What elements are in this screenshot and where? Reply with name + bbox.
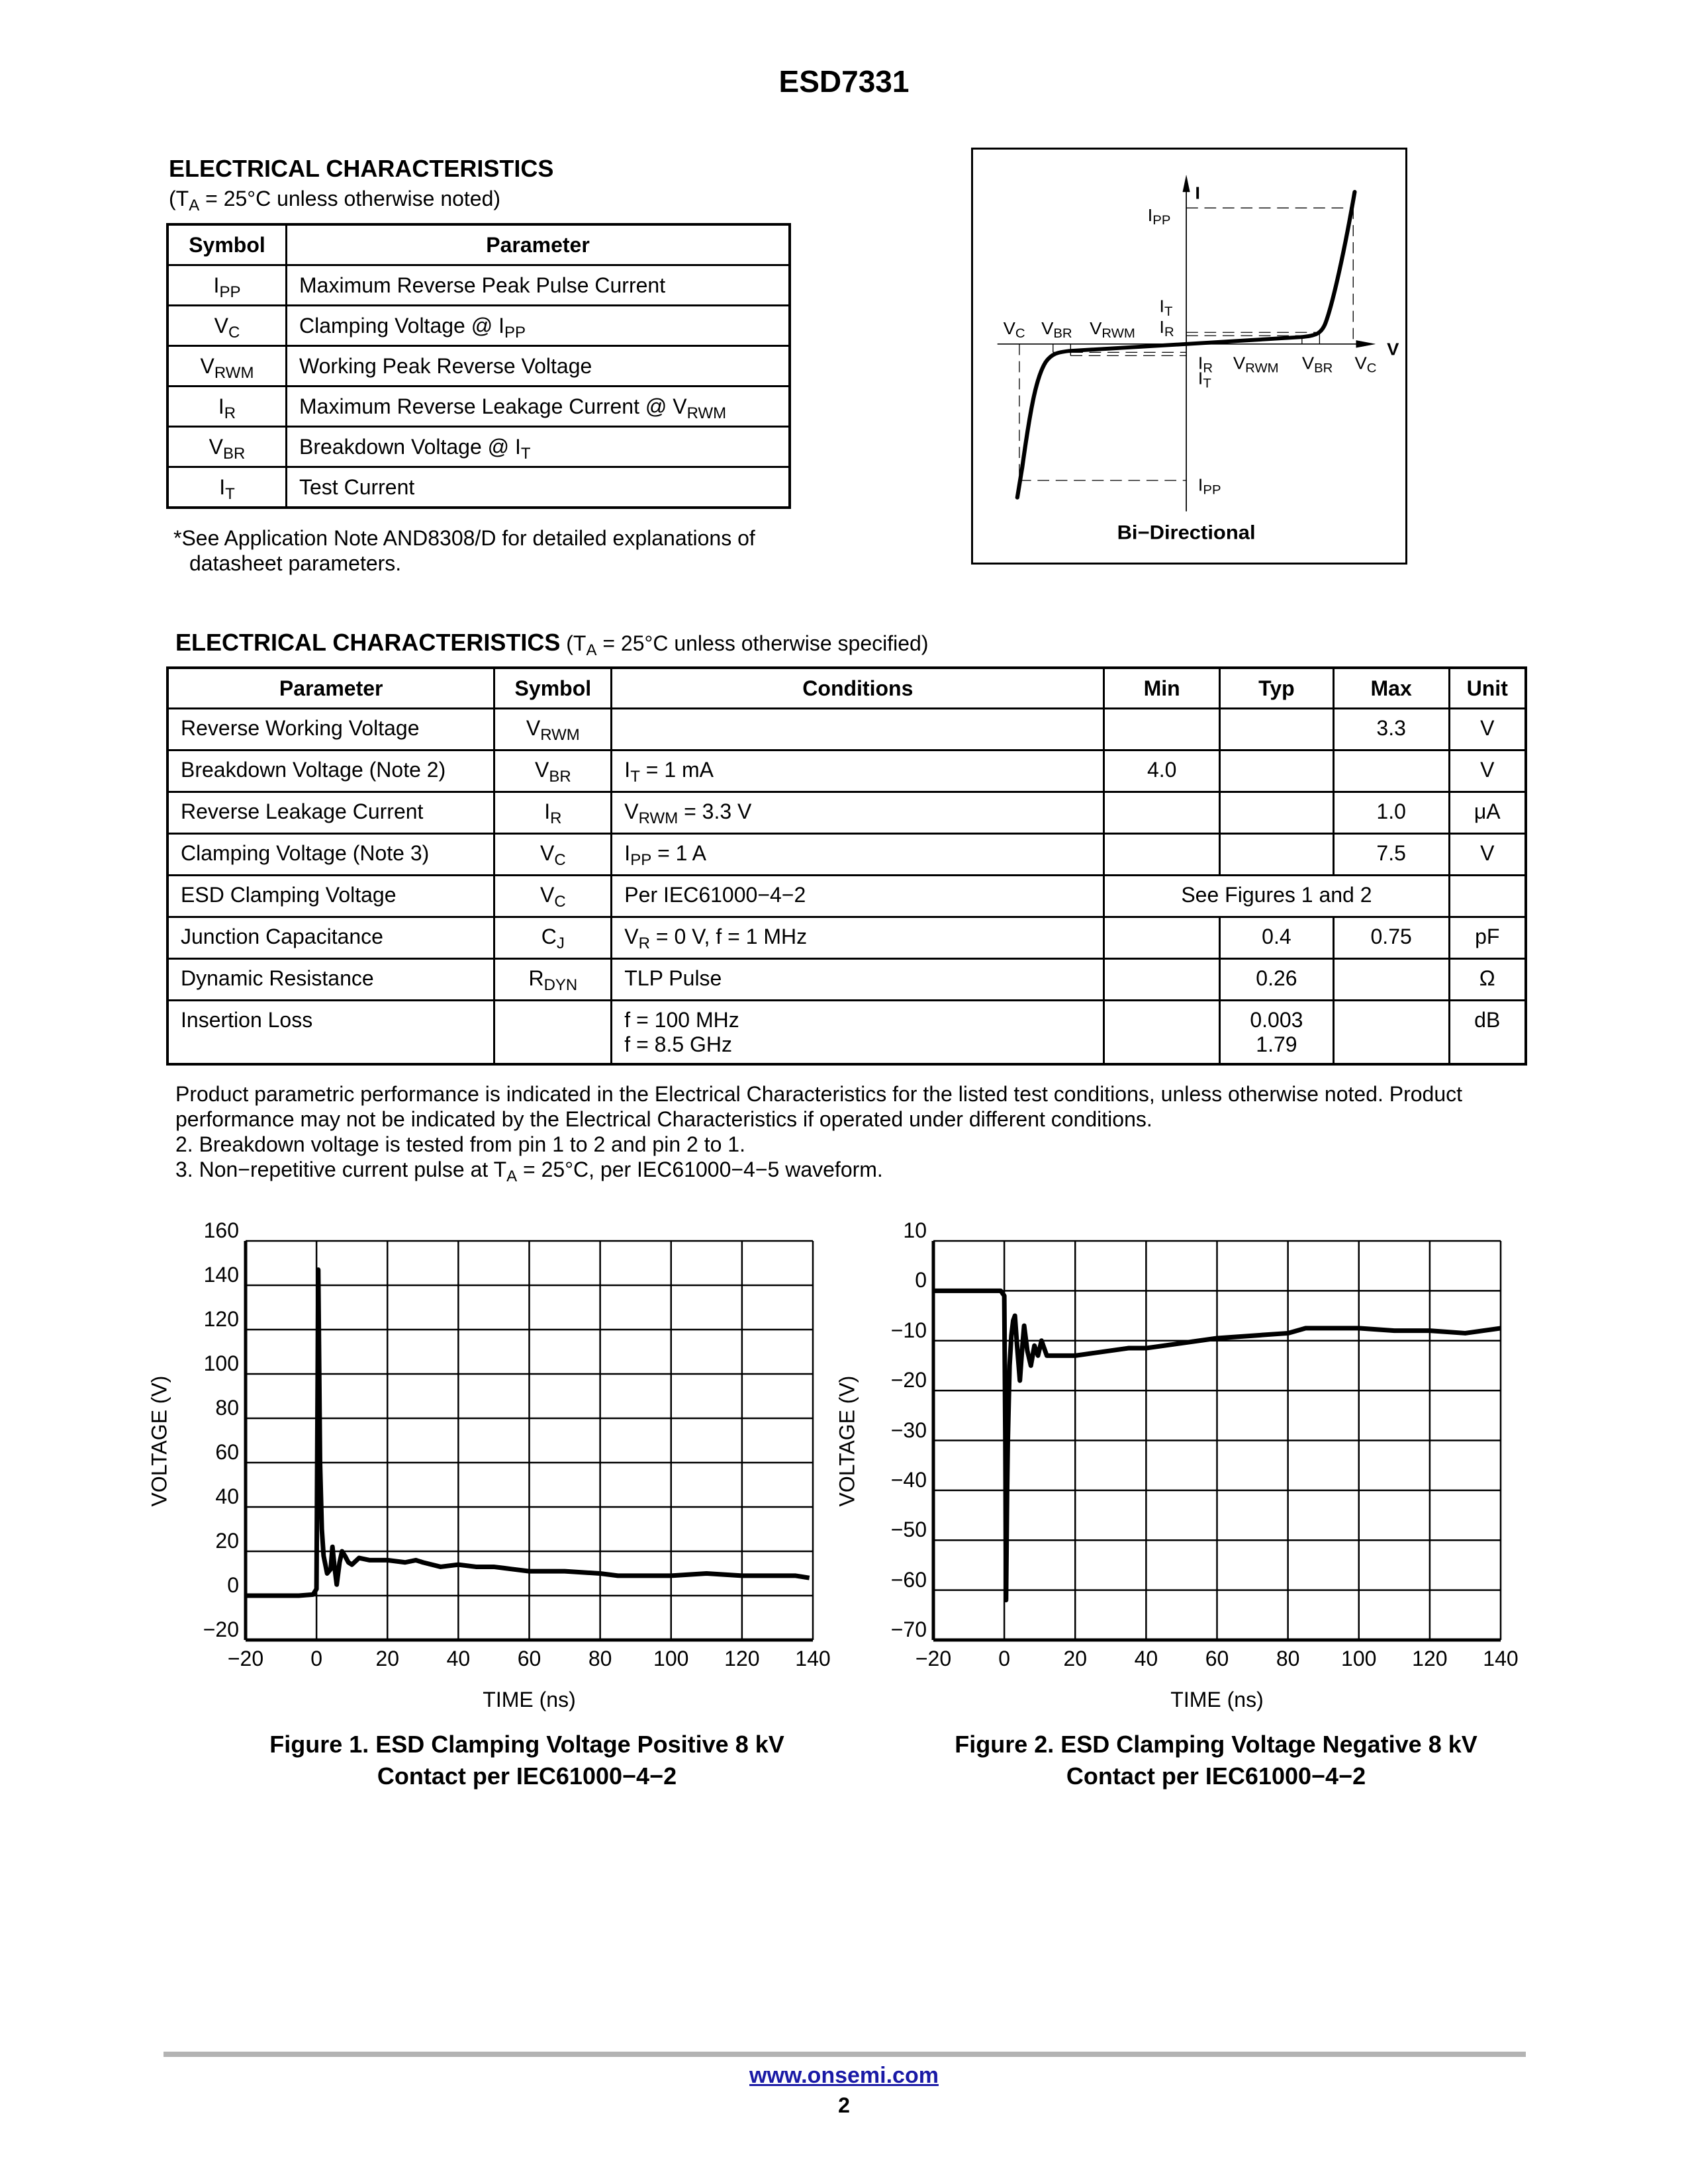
y-tick-label: 0	[915, 1268, 927, 1293]
symbol-base: V	[214, 313, 228, 338]
plot-area	[927, 1234, 1507, 1647]
voltage-axis-arrow	[1356, 340, 1376, 347]
parameter-cell: ESD Clamping Voltage	[167, 876, 494, 917]
conditions-cell	[612, 1001, 1104, 1064]
symbol-base: V	[200, 353, 214, 378]
y-tick-label: 20	[215, 1529, 239, 1553]
electrical-characteristics-table	[166, 666, 1527, 1066]
parameter-cell: Clamping Voltage (Note 3)	[167, 834, 494, 876]
symbol-base: I	[624, 758, 631, 782]
min-cell	[1104, 917, 1220, 959]
waveform-line	[246, 1270, 810, 1596]
symbol-base: V	[624, 925, 639, 948]
table-row	[167, 917, 1526, 959]
label-vc-left: VC	[1003, 318, 1025, 341]
typ-cell	[1220, 792, 1334, 834]
label-ir-right: IR	[1197, 353, 1213, 376]
axis-label-i: I	[1195, 183, 1200, 203]
y-tick-label: 80	[215, 1396, 239, 1420]
unit-cell: V	[1449, 834, 1526, 876]
typ-value-2: 1.79	[1256, 1032, 1297, 1056]
parameter-cell	[287, 265, 790, 306]
table-row	[167, 959, 1526, 1001]
figure-2-caption: Figure 2. ESD Clamping Voltage Negative 8 kV Contact per IEC61000−4−2	[955, 1731, 1477, 1790]
table-row	[167, 751, 1526, 792]
min-cell: 4.0	[1104, 751, 1220, 792]
table-row	[167, 306, 790, 346]
symbol-cell	[494, 751, 612, 792]
parameter-cell: Insertion Loss	[167, 1001, 494, 1064]
conditions-rest: = 3.3 V	[678, 799, 752, 823]
min-cell	[1104, 792, 1220, 834]
symbol-subscript: C	[554, 851, 566, 870]
max-cell: 1.0	[1333, 792, 1449, 834]
label-vc-right: VC	[1354, 353, 1377, 376]
table-row	[167, 792, 1526, 834]
table-row	[167, 387, 790, 427]
iv-characteristic-diagram	[971, 148, 1407, 565]
parameter-cell: Junction Capacitance	[167, 917, 494, 959]
symbol-base: f = 100 MHz	[624, 1008, 739, 1032]
symbol-base: Maximum Reverse Peak Pulse Current	[299, 273, 666, 297]
typ-cell	[1220, 959, 1334, 1001]
y-tick-label: −70	[890, 1617, 927, 1641]
conditions-cell	[612, 834, 1104, 876]
symbol-cell	[494, 959, 612, 1001]
table-row	[167, 265, 790, 306]
symbol-subscript: RWM	[214, 363, 254, 382]
symbol-base: Working Peak Reverse Voltage	[299, 353, 592, 378]
typ-cell	[1220, 709, 1334, 751]
symbol-base: Per IEC61000−4−2	[624, 883, 806, 907]
y-tick-label: −40	[890, 1467, 927, 1492]
diagram-caption: Bi−Directional	[1117, 522, 1256, 544]
symbol-subscript: DYN	[543, 976, 578, 995]
symbol-cell	[167, 306, 287, 346]
symbol-subscript: PP	[630, 851, 652, 870]
label-vbr-left: VBR	[1041, 318, 1072, 341]
symbol-subscript: C	[228, 323, 240, 341]
y-axis-label: VOLTAGE (V)	[147, 1375, 171, 1506]
conditions-cell	[612, 792, 1104, 834]
conditions-line2: f = 8.5 GHz	[624, 1032, 733, 1056]
min-cell	[1104, 1001, 1220, 1064]
section2-heading-line: ELECTRICAL CHARACTERISTICS ($T_A = 25^\circ C$ unless otherwise specified)	[175, 629, 929, 660]
column-header: Parameter	[287, 224, 790, 265]
conditions-cell	[612, 959, 1104, 1001]
column-header: Unit	[1449, 668, 1526, 709]
parameter-cell	[287, 346, 790, 387]
symbol-definition-table	[166, 223, 791, 509]
x-tick-label: 0	[310, 1647, 323, 1670]
x-axis-label: TIME (ns)	[483, 1688, 576, 1711]
label-vrwm-left: VRWM	[1090, 318, 1135, 341]
column-header: Typ	[1220, 668, 1334, 709]
parameter-cell	[287, 387, 790, 427]
symbol-base: Clamping Voltage @ I	[299, 313, 504, 338]
footnote: *See Application Note AND8308/D for detailed explanations of	[173, 526, 755, 550]
section1-conditions: ($T_A = 25^\circ C$ unless otherwise noted)	[169, 187, 501, 215]
y-tick-label: 10	[903, 1218, 927, 1242]
conditions-cell	[612, 917, 1104, 959]
table-row	[167, 467, 790, 508]
symbol-cell	[167, 265, 287, 306]
x-tick-label: 100	[1341, 1647, 1377, 1670]
symbol-cell	[494, 876, 612, 917]
plot-area	[239, 1234, 820, 1647]
conditions-rest: = 1 A	[651, 841, 706, 865]
parameter-cell: Dynamic Resistance	[167, 959, 494, 1001]
website-link[interactable]: www.onsemi.com	[749, 2063, 939, 2088]
x-tick-label: −20	[915, 1647, 952, 1670]
symbol-subscript: T	[520, 444, 531, 463]
table-row	[167, 1001, 1526, 1064]
y-tick-label: 100	[203, 1351, 239, 1375]
symbol-cell	[494, 917, 612, 959]
max-cell: 7.5	[1333, 834, 1449, 876]
symbol-subscript: R	[638, 934, 650, 953]
symbol-base: I	[219, 475, 226, 499]
y-tick-label: 60	[215, 1440, 239, 1464]
column-header: Symbol	[494, 668, 612, 709]
column-header: Conditions	[612, 668, 1104, 709]
document-title: ESD7331	[778, 64, 910, 99]
page-number: 2	[838, 2093, 850, 2117]
y-tick-label: −10	[890, 1318, 927, 1342]
symbol-cell	[494, 834, 612, 876]
label-ipp-top: IPP	[1147, 205, 1171, 228]
unit-cell	[1449, 876, 1526, 917]
symbol-cell	[494, 1001, 612, 1064]
y-tick-label: −50	[890, 1518, 927, 1542]
table-row	[167, 876, 1526, 917]
y-tick-label: 0	[227, 1573, 239, 1597]
symbol-subscript: R	[224, 404, 236, 422]
x-tick-label: 20	[1063, 1647, 1088, 1670]
y-tick-label: −30	[890, 1418, 927, 1442]
symbol-base: V	[540, 883, 555, 907]
unit-cell: Ω	[1449, 959, 1526, 1001]
symbol-base: Maximum Reverse Leakage Current @ V	[299, 394, 687, 418]
min-cell	[1104, 709, 1220, 751]
parameter-cell: Reverse Working Voltage	[167, 709, 494, 751]
symbol-base: V	[209, 434, 223, 459]
typ-value: 0.4	[1262, 925, 1291, 948]
symbol-subscript: BR	[549, 768, 571, 786]
symbol-base: I	[544, 799, 551, 823]
typ-cell	[1220, 751, 1334, 792]
conditions-rest: = 0 V, f = 1 MHz	[649, 925, 808, 948]
y-tick-label: −60	[890, 1567, 927, 1592]
conditions-cell	[612, 751, 1104, 792]
typ-value: 0.003	[1250, 1008, 1303, 1032]
label-ir-left: IR	[1159, 317, 1174, 340]
symbol-subscript: T	[630, 768, 640, 786]
x-tick-label: 80	[1276, 1647, 1300, 1670]
symbol-subscript: RWM	[686, 404, 727, 422]
typ-cell	[1220, 1001, 1334, 1064]
symbol-cell	[494, 792, 612, 834]
y-tick-label: −20	[890, 1368, 927, 1392]
typ-value: 0.26	[1256, 966, 1297, 990]
symbol-subscript: PP	[504, 323, 526, 341]
symbol-base: V	[540, 841, 555, 865]
unit-cell: V	[1449, 709, 1526, 751]
y-tick-label: 160	[203, 1218, 239, 1242]
symbol-cell	[167, 467, 287, 508]
x-tick-label: 120	[724, 1647, 760, 1670]
conditions-rest: = 1 mA	[639, 758, 714, 782]
general-note: performance may not be indicated by the Electrical Characteristics if operated under different conditions.	[175, 1107, 1152, 1131]
symbol-base: V	[526, 716, 541, 740]
symbol-base: TLP Pulse	[624, 966, 722, 990]
parameter-cell	[287, 427, 790, 467]
section2-heading: ELECTRICAL CHARACTERISTICS	[175, 629, 561, 656]
x-tick-label: 40	[446, 1647, 471, 1670]
symbol-base: V	[624, 799, 639, 823]
x-tick-label: 20	[375, 1647, 400, 1670]
x-tick-label: 80	[588, 1647, 612, 1670]
unit-cell: μA	[1449, 792, 1526, 834]
x-tick-label: 0	[998, 1647, 1011, 1670]
symbol-cell	[167, 387, 287, 427]
x-tick-label: −20	[227, 1647, 264, 1670]
x-tick-label: 140	[1483, 1647, 1519, 1670]
figure-1-caption: Figure 1. ESD Clamping Voltage Positive 8 kV Contact per IEC61000−4−2	[269, 1731, 784, 1790]
symbol-base: V	[535, 758, 549, 782]
label-it-right: IT	[1197, 369, 1211, 391]
unit-cell: dB	[1449, 1001, 1526, 1064]
see-figures-cell: See Figures 1 and 2	[1104, 876, 1449, 917]
table-row	[167, 427, 790, 467]
symbol-subscript: R	[550, 809, 562, 828]
parameter-cell	[287, 306, 790, 346]
x-tick-label: 60	[517, 1647, 541, 1670]
max-cell	[1333, 959, 1449, 1001]
x-tick-label: 120	[1412, 1647, 1448, 1670]
label-vrwm-right: VRWM	[1233, 353, 1279, 376]
column-header: Max	[1333, 668, 1449, 709]
symbol-base: I	[218, 394, 224, 418]
symbol-cell	[167, 427, 287, 467]
label-ipp-bottom: IPP	[1197, 475, 1221, 498]
symbol-cell	[167, 346, 287, 387]
unit-cell: pF	[1449, 917, 1526, 959]
max-cell	[1333, 1001, 1449, 1064]
x-tick-label: 140	[795, 1647, 831, 1670]
symbol-base: I	[624, 841, 631, 865]
current-axis-arrow	[1183, 175, 1190, 192]
symbol-base: C	[541, 925, 557, 948]
conditions-cell	[612, 709, 1104, 751]
x-tick-label: 40	[1134, 1647, 1158, 1670]
typ-cell	[1220, 917, 1334, 959]
unit-cell: V	[1449, 751, 1526, 792]
symbol-subscript: J	[556, 934, 565, 953]
symbol-subscript: RWM	[638, 809, 679, 828]
symbol-base: Breakdown Voltage @ I	[299, 434, 521, 459]
symbol-base: I	[213, 273, 220, 297]
column-header: Parameter	[167, 668, 494, 709]
table-row	[167, 834, 1526, 876]
parameter-cell: Reverse Leakage Current	[167, 792, 494, 834]
min-cell	[1104, 834, 1220, 876]
note-2: 2. Breakdown voltage is tested from pin 1 to 2 and pin 2 to 1.	[175, 1132, 745, 1156]
general-note: Product parametric performance is indicated in the Electrical Characteristics for the listed test conditions, unless otherwise noted. Product	[175, 1082, 1463, 1106]
typ-cell	[1220, 834, 1334, 876]
axis-label-v: V	[1387, 340, 1399, 359]
y-tick-label: −20	[203, 1617, 239, 1641]
parameter-cell	[287, 467, 790, 508]
symbol-subscript: RWM	[540, 726, 580, 745]
column-header: Min	[1104, 668, 1220, 709]
footer-divider	[164, 2052, 1526, 2057]
max-cell: 0.75	[1333, 917, 1449, 959]
x-tick-label: 100	[653, 1647, 689, 1670]
symbol-subscript: C	[554, 893, 566, 911]
table-row	[167, 709, 1526, 751]
max-cell: 3.3	[1333, 709, 1449, 751]
symbol-subscript: PP	[219, 283, 241, 301]
footnote: datasheet parameters.	[189, 551, 402, 575]
parameter-cell: Breakdown Voltage (Note 2)	[167, 751, 494, 792]
y-tick-label: 140	[203, 1263, 239, 1287]
x-tick-label: 60	[1205, 1647, 1229, 1670]
y-axis-label: VOLTAGE (V)	[835, 1375, 859, 1506]
max-cell	[1333, 751, 1449, 792]
label-it-left: IT	[1159, 296, 1173, 319]
y-tick-label: 40	[215, 1484, 239, 1508]
min-cell	[1104, 959, 1220, 1001]
conditions-cell	[612, 876, 1104, 917]
label-vbr-right: VBR	[1301, 353, 1333, 376]
symbol-base: R	[528, 966, 544, 990]
symbol-base: Test Current	[299, 475, 415, 499]
symbol-subscript: T	[225, 484, 235, 503]
column-header: Symbol	[167, 224, 287, 265]
symbol-cell	[494, 709, 612, 751]
x-axis-label: TIME (ns)	[1170, 1688, 1264, 1711]
symbol-subscript: BR	[223, 444, 246, 463]
note-3: 3. Non−repetitive current pulse at $T_A = 25^\circ C$, per IEC61000−4−5 waveform.	[175, 1158, 883, 1186]
section1-heading: ELECTRICAL CHARACTERISTICS	[169, 155, 554, 182]
y-tick-label: 120	[203, 1307, 239, 1331]
table-row	[167, 346, 790, 387]
